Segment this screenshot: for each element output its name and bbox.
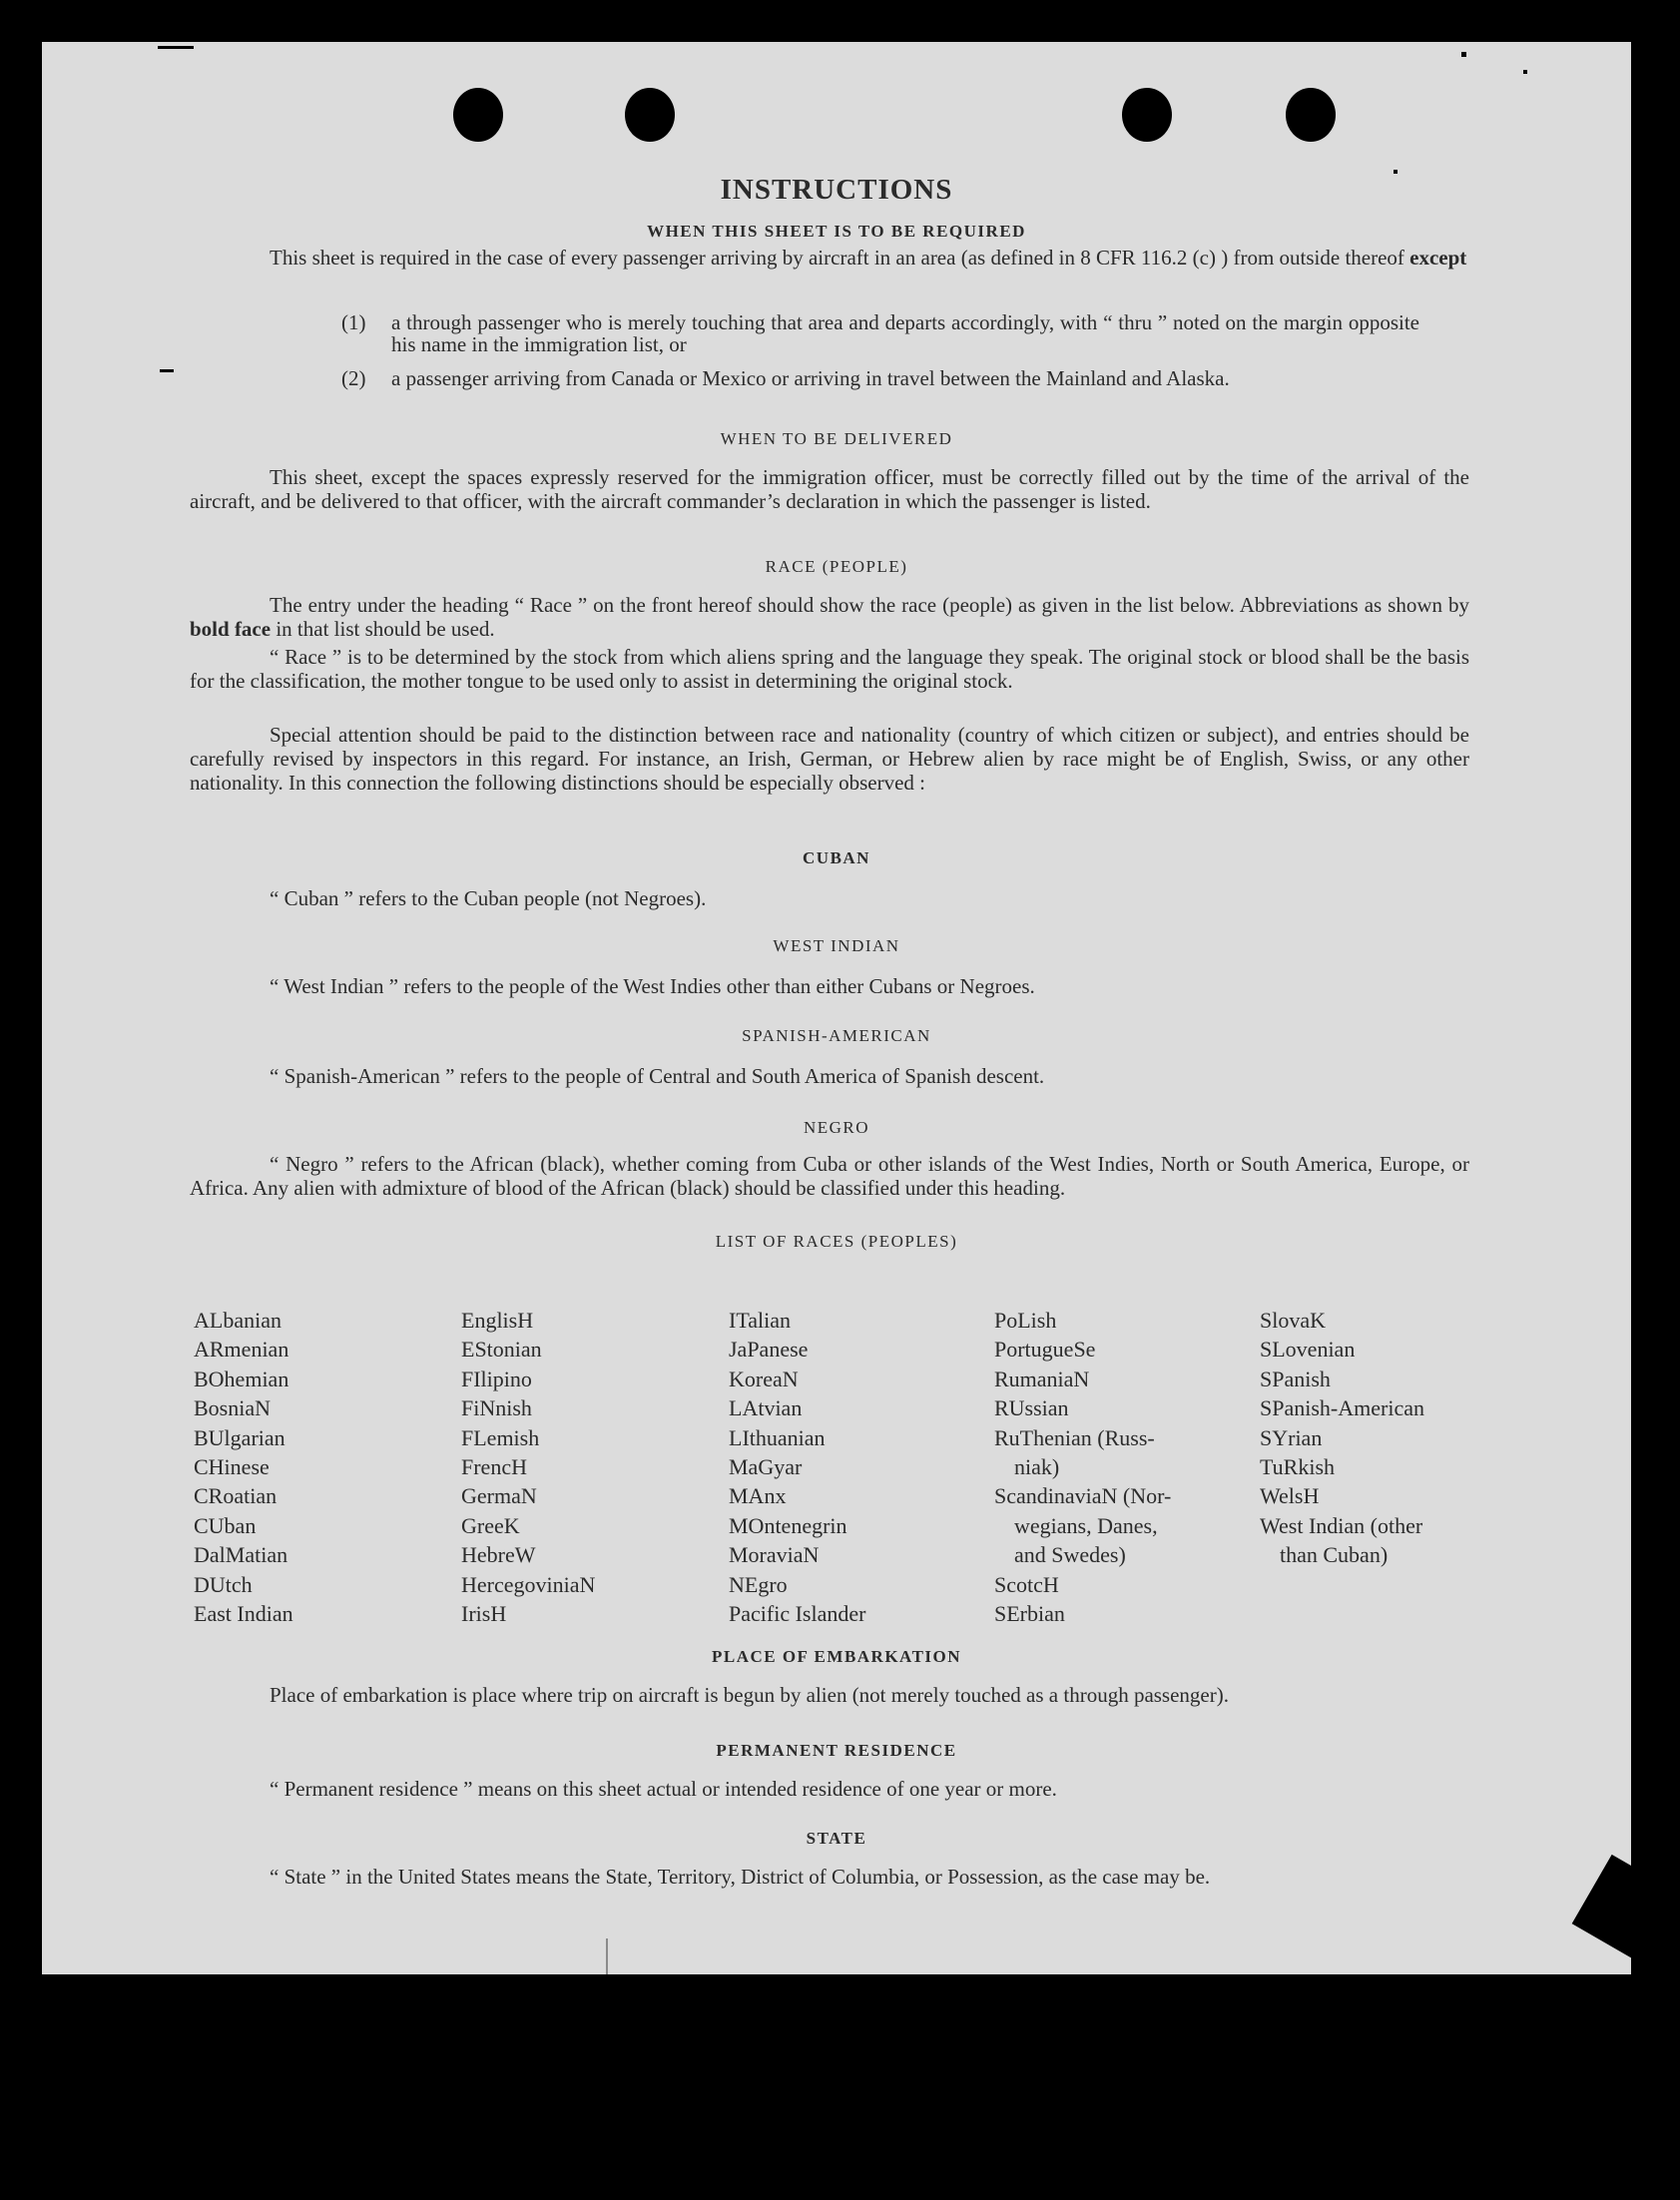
race-entry: FrencH xyxy=(461,1454,527,1480)
race-entry: MoraviaN xyxy=(729,1542,820,1568)
race-entry: West Indian (other xyxy=(1260,1512,1423,1538)
section-heading-cuban: CUBAN xyxy=(803,848,870,867)
race-entry: Pacific Islander xyxy=(729,1601,866,1627)
item-number: (1) xyxy=(341,310,366,334)
scan-mark xyxy=(1523,70,1527,74)
race-entry: WelsH xyxy=(1260,1483,1320,1509)
punch-hole xyxy=(625,88,675,142)
section-heading-embarkation: PLACE OF EMBARKATION xyxy=(711,1647,962,1666)
race-entry: BOhemian xyxy=(194,1366,289,1391)
race-entry: FiNnish xyxy=(461,1395,532,1421)
race-column xyxy=(461,1306,595,1628)
race-entry: than Cuban) xyxy=(1280,1542,1389,1568)
scan-mark xyxy=(1461,52,1466,57)
race-p1-text: The entry under the heading “ Race ” on the front hereof should show the race (people) as given in the list below. Abbreviations as shown by xyxy=(270,593,1469,617)
race-entry: FLemish xyxy=(461,1424,540,1450)
punch-hole xyxy=(453,88,503,142)
race-entry: SlovaK xyxy=(1260,1308,1326,1333)
race-entry: GermaN xyxy=(461,1483,537,1509)
race-column xyxy=(729,1306,865,1628)
race-entry: MAnx xyxy=(729,1483,787,1509)
race-entry: ARmenian xyxy=(194,1337,289,1363)
race-entry: MaGyar xyxy=(729,1454,803,1480)
race-entry: ALbanian xyxy=(194,1308,281,1333)
race-entry: BUlgarian xyxy=(194,1424,285,1450)
race-entry: SErbian xyxy=(994,1601,1065,1627)
punch-hole xyxy=(1286,88,1336,142)
race-entry: niak) xyxy=(1014,1454,1060,1480)
race-entry: TuRkish xyxy=(1260,1454,1336,1480)
race-paragraph-2: “ Race ” is to be determined by the stock from which aliens spring and the language they speak. The original stock or blood shall be the basis for the classification, the mother tongue to be used only to assist in determining the original stock. xyxy=(190,645,1469,693)
section-heading-spanish-american: SPANISH-AMERICAN xyxy=(742,1026,931,1045)
race-paragraph-3: Special attention should be paid to the distinction between race and nationality (country of which citizen or subject), and entries should be carefully revised by inspectors in this regard. For instance, an Irish, German, or Hebrew alien by race might be of English, Swiss, or any other nationality. In this connection the following distinctions should be especially observed : xyxy=(190,723,1469,795)
required-intro-text: This sheet is required in the case of every passenger arriving by aircraft in an area (as defined in 8 CFR 116.2 (c) ) from outside thereof xyxy=(270,246,1404,270)
race-entry: KoreaN xyxy=(729,1366,799,1391)
race-entry: EnglisH xyxy=(461,1308,534,1333)
race-entry: HebreW xyxy=(461,1542,536,1568)
cuban-text: “ Cuban ” refers to the Cuban people (not Negroes). xyxy=(270,886,707,910)
section-heading-west-indian: WEST INDIAN xyxy=(773,936,900,955)
race-entry: CRoatian xyxy=(194,1483,278,1509)
embarkation-text: Place of embarkation is place where trip on aircraft is begun by alien (not merely touched as a through passenger). xyxy=(270,1683,1229,1707)
item-text: a passenger arriving from Canada or Mexico or arriving in travel between the Mainland and Alaska. xyxy=(391,366,1230,390)
race-entry: HercegoviniaN xyxy=(461,1571,596,1597)
race-entry: and Swedes) xyxy=(1014,1542,1126,1568)
race-entry: wegians, Danes, xyxy=(1014,1512,1158,1538)
negro-text: “ Negro ” refers to the African (black), whether coming from Cuba or other islands of the West Indies, North or South America, Europe, or Africa. Any alien with admixture of blood of the African (black) should be classified under this heading. xyxy=(190,1152,1469,1200)
race-entry: EStonian xyxy=(461,1337,542,1363)
punch-hole xyxy=(1122,88,1172,142)
race-entry: CUban xyxy=(194,1512,257,1538)
scan-mark xyxy=(160,369,174,372)
race-entry: JaPanese xyxy=(729,1337,809,1363)
race-entry: ScotcH xyxy=(994,1571,1059,1597)
race-entry: PoLish xyxy=(994,1308,1057,1333)
item-number: (2) xyxy=(341,366,366,390)
race-entry: NEgro xyxy=(729,1571,788,1597)
required-intro-bold: except xyxy=(1409,246,1467,270)
race-p1-text-end: in that list should be used. xyxy=(276,617,495,641)
race-entry: SYrian xyxy=(1260,1424,1323,1450)
page-title: INSTRUCTIONS xyxy=(720,174,953,206)
race-entry: BosniaN xyxy=(194,1395,271,1421)
race-p1-bold: bold face xyxy=(190,617,272,641)
race-entry: SPanish-American xyxy=(1260,1395,1424,1421)
race-entry: GreeK xyxy=(461,1512,520,1538)
item-text: a through passenger who is merely touching that area and departs accordingly, with “ thru ” noted on the margin opposite his name in the immigration list, or xyxy=(391,310,1419,356)
section-heading-negro: NEGRO xyxy=(803,1118,870,1137)
race-entry: DalMatian xyxy=(194,1542,288,1568)
race-entry: ScandinaviaN (Nor- xyxy=(994,1483,1172,1509)
residence-text: “ Permanent residence ” means on this sheet actual or intended residence of one year or more. xyxy=(270,1777,1057,1801)
section-heading-delivered: WHEN TO BE DELIVERED xyxy=(720,429,953,448)
race-paragraph-1 xyxy=(190,593,1469,641)
race-entry: RUssian xyxy=(994,1395,1069,1421)
race-column xyxy=(994,1306,1171,1628)
race-entry: ITalian xyxy=(729,1308,791,1333)
scan-mark xyxy=(606,1938,608,1974)
race-entry: IrisH xyxy=(461,1601,507,1627)
race-entry: MOntenegrin xyxy=(729,1512,847,1538)
delivered-text: This sheet, except the spaces expressly reserved for the immigration officer, must be correctly filled out by the time of the arrival of the aircraft, and be delivered to that officer, with the aircraft commander’s declaration in which the passenger is listed. xyxy=(190,465,1469,513)
race-entry: CHinese xyxy=(194,1454,270,1480)
scan-mark xyxy=(1394,170,1398,174)
scan-mark xyxy=(158,46,194,49)
section-heading-race: RACE (PEOPLE) xyxy=(765,557,908,576)
spanish-american-text: “ Spanish-American ” refers to the people of Central and South America of Spanish descent. xyxy=(270,1064,1045,1088)
race-entry: FIlipino xyxy=(461,1366,532,1391)
race-entry: LIthuanian xyxy=(729,1424,826,1450)
state-text: “ State ” in the United States means the State, Territory, District of Columbia, or Possession, as the case may be. xyxy=(270,1865,1211,1889)
race-entry: East Indian xyxy=(194,1601,293,1627)
race-entry: RumaniaN xyxy=(994,1366,1090,1391)
west-indian-text: “ West Indian ” refers to the people of the West Indies other than either Cubans or Negroes. xyxy=(270,974,1035,998)
list-heading: LIST OF RACES (PEOPLES) xyxy=(715,1232,958,1251)
race-entry: SPanish xyxy=(1260,1366,1331,1391)
race-entry: SLovenian xyxy=(1260,1337,1356,1363)
race-entry: DUtch xyxy=(194,1571,253,1597)
document-page xyxy=(42,42,1631,1974)
race-entry: RuThenian (Russ- xyxy=(994,1424,1155,1450)
race-column xyxy=(194,1306,293,1628)
race-column xyxy=(1260,1306,1424,1570)
section-heading-required: WHEN THIS SHEET IS TO BE REQUIRED xyxy=(647,222,1026,241)
section-heading-state: STATE xyxy=(806,1829,867,1848)
required-intro xyxy=(190,246,1469,270)
race-entry: LAtvian xyxy=(729,1395,803,1421)
race-entry: PortugueSe xyxy=(994,1337,1096,1363)
section-heading-residence: PERMANENT RESIDENCE xyxy=(716,1741,957,1760)
